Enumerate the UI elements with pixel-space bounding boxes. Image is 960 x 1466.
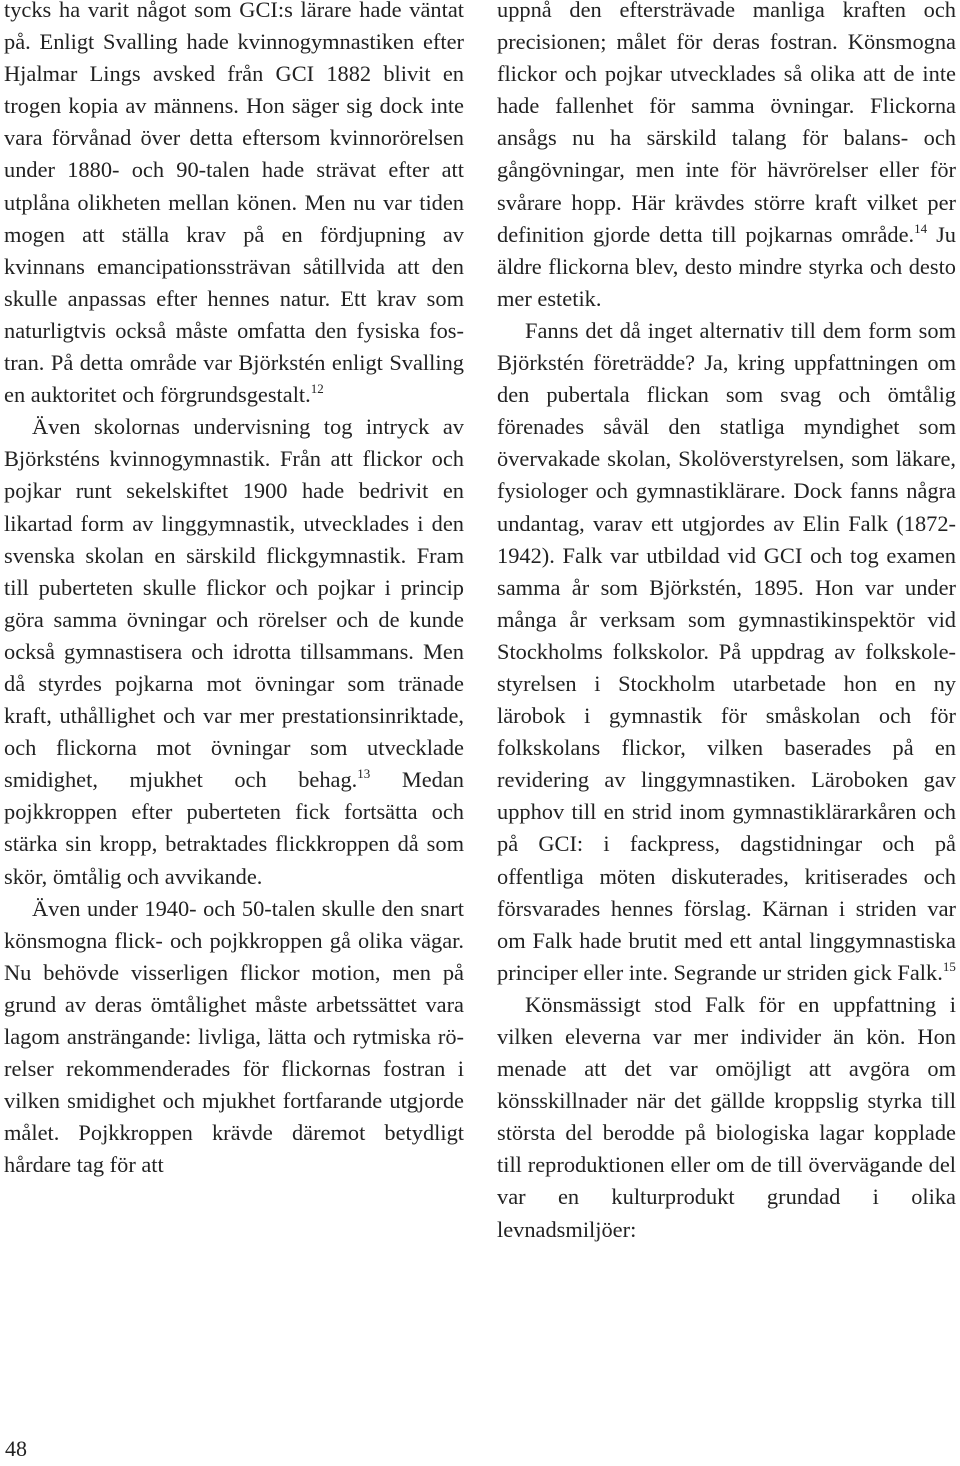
right-column (497, 0, 956, 1246)
paragraph (4, 893, 464, 1182)
paragraph (4, 411, 464, 892)
footnote-marker: 13 (357, 766, 371, 782)
page-number: 48 (5, 1436, 27, 1461)
footnote-marker: 14 (914, 220, 928, 236)
paragraph (497, 989, 956, 1246)
paragraph-text: Könsmässigt stod Falk för en uppfattning i vilken eleverna var mer individer än kön. Hon menade att det var omöjligt att avgöra om könsskillnader när det gällde kroppslig styrka till största del berodde på biologiska lagar kopplade till reproduktionen eller om de till övervägande del var en kulturprodukt grundad i olika levnadsmiljöer: (497, 991, 956, 1242)
paragraph-text: uppnå den eftersträvade manliga kraften och precisionen; målet för deras fostran. Könsmogna flickor och pojkar utvecklades så olika att de inte hade fallenhet för samma övningar. Flickorna ansågs nu ha särskild talang för balans- och gångövningar, men inte för hävrörelser eller för svårare hopp. Här krävdes större kraft vilket per definition gjorde detta till pojkarnas område. (497, 0, 956, 247)
paragraph-text: Ju äldre flickorna blev, desto mindre styrka och desto mer estetik. (497, 221, 956, 311)
paragraph-text: Även skolornas undervisning tog intryck av Björksténs kvinnogymnastik. Från att flickor och pojkar runt sekelskiftet 1900 hade bedrivit en likartad form av linggymnastik, utvecklades i den svenska skolan en särskild flickgymnastik. Fram till puberteten skulle flickor och pojkar i princip göra samma övningar och rörelser och de kunde också gymnastisera och idrotta tillsammans. Men då styrdes pojkarna mot övningar som tränade kraft, uthållighet och var mer prestationsinriktade, och flickorna mot övningar som utvecklade smidighet, mjukhet och behag. (4, 414, 464, 793)
footnote-marker: 12 (310, 381, 324, 397)
paragraph (497, 0, 956, 315)
paragraph-text: Fanns det då inget alternativ till dem form som Björkstén företrädde? Ja, kring uppfattningen om den pubertala flickan som svag och ömtålig förenades såväl den statliga myndighet som övervakade skolan, Skolöverstyrelsen, som läkare, fysiologer och gymnastiklärare. Dock fanns några undantag, varav ett utgjordes av Elin Falk (1872-1942). Falk var utbildad vid GCI och tog examen samma år som Björkstén, 1895. Hon var under många år verksam som gymnastikinspektör vid Stockholms folkskolor. På uppdrag av folkskolestyrelsen i Stockholm utarbetade hon en ny lärobok i gymnastik för småskolan och för folkskolans flickor, vilken baserades på en revidering av linggymnastiken. Läroboken gav upphov till en strid inom gymnastiklärarkåren och på GCI: i fackpress, dagstidningar och på offentliga möten diskuterades, kritiserades och försvarades hennes förslag. Kärnan i striden var om Falk hade brutit med ett antal linggymnastiska principer eller inte. Segrande ur striden gick Falk. (497, 317, 956, 985)
paragraph (497, 315, 956, 989)
paragraph-text: tycks ha varit något som GCI:s lärare hade väntat på. Enligt Svalling hade kvinnogymnastiken efter Hjalmar Lings avsked från GCI 1882 blivit en trogen kopia av männens. Hon säger sig dock inte vara förvånad över detta eftersom kvinnorörelsen under 1880- och 90-talen hade strävat efter att utplåna olikheten mellan könen. Men nu var tiden mogen att ställa krav på en fördjupning av kvinnans emancipationssträvan såtillvida att den skulle anpassas efter hennes natur. Ett krav som naturligtvis också måste omfatta den fysiska fostran. På detta område var Björkstén enligt Svalling en auktoritet och förgrundsgestalt. (4, 0, 464, 408)
left-column (4, 0, 464, 1181)
paragraph-text: Även under 1940- och 50-talen skulle den snart könsmogna flick- och pojkkroppen gå olika vägar. Nu behövde visserligen flickor motion, men på grund av deras ömtålighet måste arbetssättet vara lagom ansträngande: livliga, lätta och rytmiska rörelser rekommenderades för flickornas fostran i vilken smidighet och mjukhet fortfarande utgjorde målet. Pojkkroppen krävde däremot betydligt hårdare tag för att (4, 895, 464, 1178)
paragraph (4, 0, 464, 411)
paragraph-text: Medan pojkkroppen efter puberteten fick fortsätta och stärka sin kropp, betraktades flickkroppen då som skör, ömtålig och avvikande. (4, 767, 464, 889)
footnote-marker: 15 (942, 958, 956, 974)
